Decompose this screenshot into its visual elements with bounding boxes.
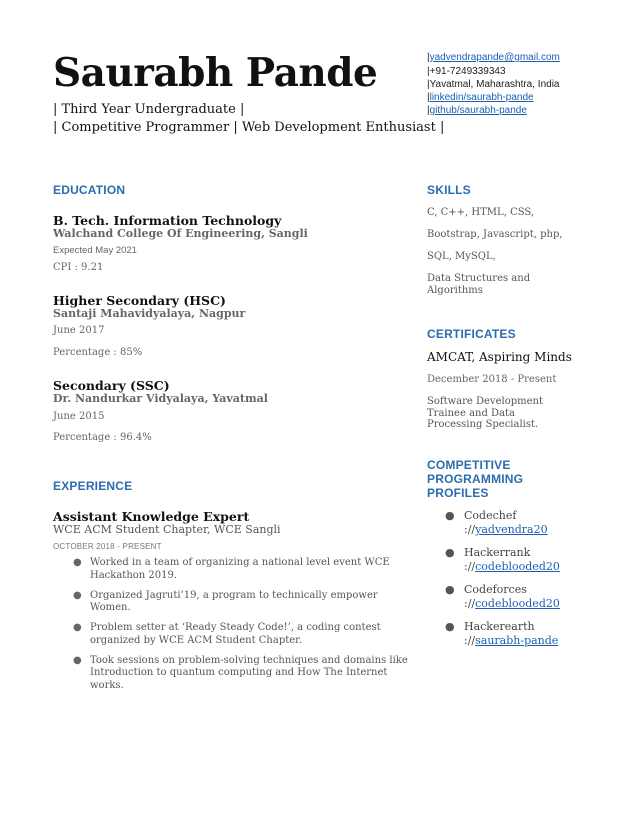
- skills-line: SQL, MySQL,: [427, 251, 496, 262]
- education-score: Percentage : 85%: [53, 347, 143, 358]
- education-score: CPI : 9.21: [53, 262, 104, 273]
- profile-item-codeforces: ● Codeforces ://codeblooded20: [445, 583, 560, 610]
- certificates-heading: CERTIFICATES: [427, 327, 516, 341]
- certificate-description: Software Development Trainee and Data Processing Specialist.: [427, 396, 543, 430]
- profile-item-hackerrank: ● Hackerrank ://codeblooded20: [445, 546, 560, 573]
- profile-link[interactable]: codeblooded20: [475, 597, 560, 610]
- experience-bullet-list: [70, 557, 415, 700]
- list-item: ● Problem setter at ‘Ready Steady Code!’, a coding contest organized by WCE ACM Student Chapter.: [73, 622, 381, 646]
- certificate-title: AMCAT, Aspiring Minds: [427, 350, 572, 364]
- bullet-icon: ●: [445, 546, 455, 559]
- experience-heading: EXPERIENCE: [53, 479, 133, 493]
- education-title: B. Tech. Information Technology: [53, 213, 282, 228]
- contact-email-row: |yadvendrapande@gmail.com: [427, 52, 560, 63]
- tagline-status: | Third Year Undergraduate |: [53, 102, 245, 117]
- bullet-icon: ●: [73, 589, 82, 601]
- certificate-date: December 2018 - Present: [427, 374, 557, 385]
- resume-name: Saurabh Pande: [53, 50, 378, 96]
- bullet-icon: ●: [445, 509, 455, 522]
- education-title: Secondary (SSC): [53, 378, 170, 393]
- education-institution: Walchand College Of Engineering, Sangli: [53, 227, 308, 240]
- list-item: ● Took sessions on problem-solving techniques and domains like Introduction to quantum computing and How The Internet works.: [73, 654, 408, 691]
- profiles-heading: COMPETITIVE PROGRAMMING PROFILES: [427, 458, 524, 500]
- profile-item-codechef: ● Codechef ://yadvendra20: [445, 509, 548, 536]
- list-item: ● Organized Jagruti’19, a program to technically empower Women.: [73, 589, 378, 613]
- education-date: June 2017: [53, 325, 105, 336]
- education-title: Higher Secondary (HSC): [53, 293, 226, 308]
- contact-phone-row: |+91-7249339343: [427, 66, 506, 77]
- contact-linkedin-row: |linkedin/saurabh-pande: [427, 92, 534, 103]
- bullet-icon: ●: [73, 622, 82, 633]
- linkedin-link[interactable]: linkedin/saurabh-pande: [429, 92, 534, 103]
- phone-text: +91-7249339343: [429, 66, 506, 77]
- contact-location-row: |Yavatmal, Maharashtra, India: [427, 79, 560, 90]
- skills-heading: SKILLS: [427, 183, 471, 197]
- experience-org: WCE ACM Student Chapter, WCE Sangli: [53, 523, 281, 536]
- skills-line: Bootstrap, Javascript, php,: [427, 229, 563, 240]
- education-institution: Dr. Nandurkar Vidyalaya, Yavatmal: [53, 392, 268, 405]
- skills-line: C, C++, HTML, CSS,: [427, 207, 535, 218]
- experience-role: Assistant Knowledge Expert: [53, 509, 250, 524]
- education-date: June 2015: [53, 411, 105, 422]
- profile-item-hackerearth: ● Hackerearth ://saurabh-pande: [445, 620, 559, 647]
- tagline-interests: | Competitive Programmer | Web Development Enthusiast |: [53, 120, 445, 135]
- profiles-list: [445, 509, 595, 657]
- bullet-icon: ●: [73, 557, 82, 568]
- profile-link[interactable]: codeblooded20: [475, 560, 560, 573]
- email-link[interactable]: yadvendrapande@gmail.com: [429, 52, 560, 63]
- contact-github-row: |github/saurabh-pande: [427, 105, 527, 116]
- profile-link[interactable]: saurabh-pande: [475, 634, 559, 647]
- bullet-icon: ●: [445, 620, 455, 633]
- education-date: Expected May 2021: [53, 245, 137, 256]
- location-text: Yavatmal, Maharashtra, India: [429, 79, 560, 90]
- bullet-icon: ●: [73, 654, 82, 666]
- github-link[interactable]: github/saurabh-pande: [429, 105, 527, 116]
- education-score: Percentage : 96.4%: [53, 432, 152, 443]
- skills-line: Data Structures and Algorithms: [427, 273, 531, 296]
- profile-link[interactable]: yadvendra20: [475, 523, 548, 536]
- education-heading: EDUCATION: [53, 183, 126, 197]
- education-institution: Santaji Mahavidyalaya, Nagpur: [53, 307, 246, 320]
- list-item: ● Worked in a team of organizing a national level event WCE Hackathon 2019.: [73, 557, 390, 581]
- experience-dates: OCTOBER 2018 - PRESENT: [53, 542, 162, 551]
- bullet-icon: ●: [445, 583, 455, 596]
